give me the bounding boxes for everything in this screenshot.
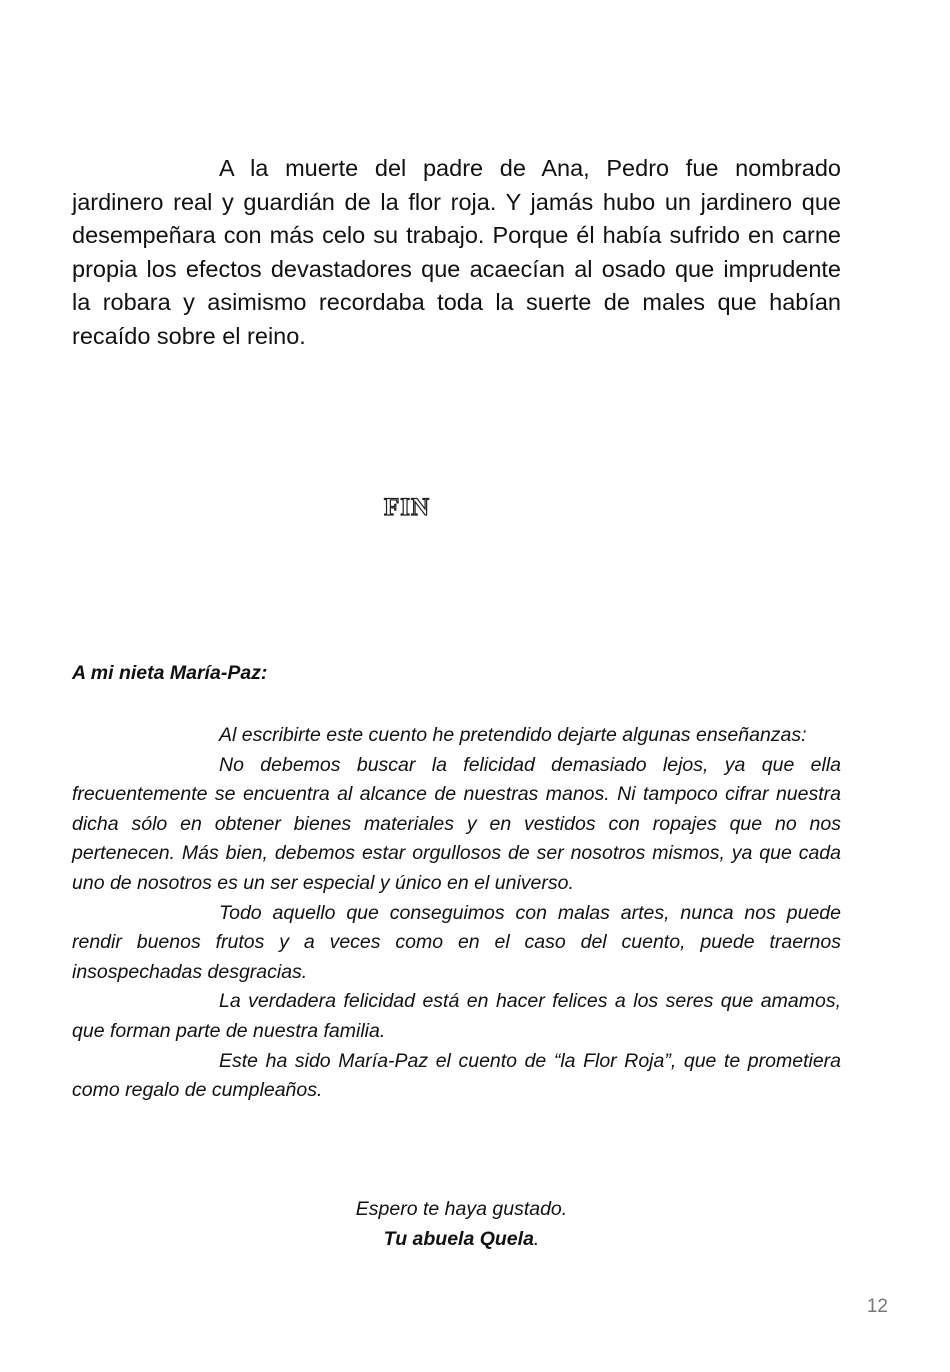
letter-paragraph-text: Al escribirte este cuento he pretendido dejarte algunas enseñanzas: xyxy=(219,724,807,746)
closing-line: Espero te haya gustado. xyxy=(355,1198,568,1220)
story-closing-paragraph xyxy=(72,152,841,354)
page-number: 12 xyxy=(866,1296,888,1317)
signature: Tu abuela Quela xyxy=(383,1228,534,1250)
letter-paragraph-text: Todo aquello que conseguimos con malas artes, nunca nos puede rendir buenos frutos y a veces como en el caso del cuento, puede traernos insospechadas desgracias. xyxy=(72,901,841,983)
end-title: FIN xyxy=(384,494,431,521)
letter-paragraph-text: No debemos buscar la felicidad demasiado lejos, ya que ella frecuentemente se encuentra al alcance de nuestras manos. Ni tampoco cifrar nuestra dicha sólo en obtener bienes materiales y en vestidos con ropajes que no nos pertenecen. Más bien, debemos estar orgullosos de ser nosotros mismos, ya que cada uno de nosotros es un ser especial y único en el universo. xyxy=(72,753,841,894)
letter-paragraph xyxy=(72,721,841,751)
letter-paragraph-text: La verdadera felicidad está en hacer felices a los seres que amamos, que forman parte de nuestra familia. xyxy=(72,990,841,1042)
letter-salutation: A mi nieta María-Paz: xyxy=(72,662,268,684)
signature-line xyxy=(72,1224,851,1254)
letter-closing xyxy=(72,1194,851,1254)
letter-paragraph xyxy=(72,1047,841,1106)
letter-paragraph-text: Este ha sido María-Paz el cuento de “la Flor Roja”, que te prometiera como regalo de cumpleaños. xyxy=(72,1049,841,1102)
story-closing-text: A la muerte del padre de Ana, Pedro fue nombrado jardinero real y guardián de la flor roja. Y jamás hubo un jardinero que desempeñara con más celo su trabajo. Porque él había sufrido en carne propia los efectos devastadores que acaecían al osado que imprudente la robara y asimismo recordaba toda la suerte de males que habían recaído sobre el reino. xyxy=(72,155,841,349)
letter-paragraph xyxy=(72,899,841,988)
letter-body xyxy=(72,721,841,1106)
signature-suffix: . xyxy=(533,1228,540,1250)
letter-paragraph xyxy=(72,987,841,1046)
letter-paragraph xyxy=(72,751,841,899)
